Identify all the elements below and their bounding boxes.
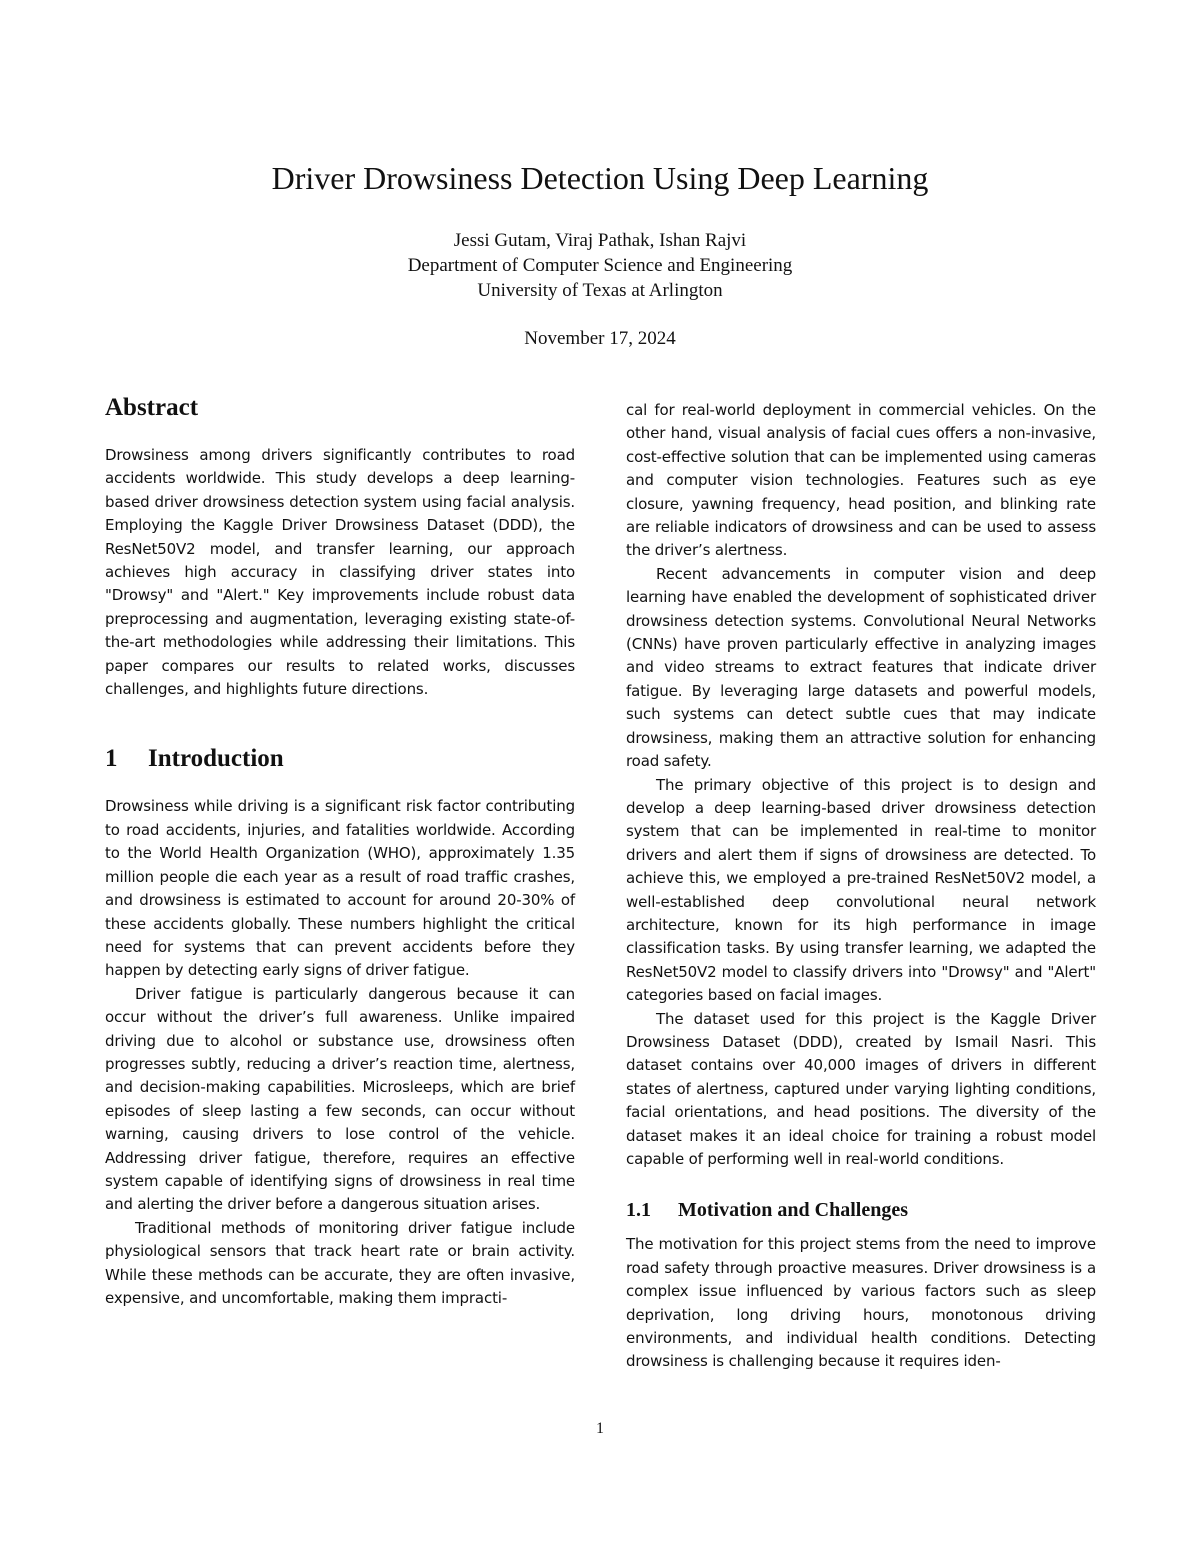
abstract-heading: Abstract [105,394,199,421]
intro-paragraph-4: Recent advancements in computer vision and deep learning have enabled the development of sophisticated driver drowsiness detection systems. Convolutional Neural Networks (CNNs) have proven particularly effective in analyzing images and video streams to extract features that indicate driver fatigue. By leveraging large datasets and powerful models, such systems can detect subtle cues that may indicate drowsiness, making them an attractive solution for enhancing road safety. [626,564,1096,771]
intro-paragraph-3-cont: cal for real-world deployment in commercial vehicles. On the other hand, visual analysis of facial cues offers a non-invasive, cost-effective solution that can be implemented using cameras and computer vision technologies. Features such as eye closure, yawning frequency, head position, and blinking rate are reliable indicators of drowsiness and can be used to assess the driver’s alertness. [626,401,1096,560]
author-university: University of Texas at Arlington [477,280,723,301]
author-block [0,228,1200,303]
introduction-heading [105,743,575,775]
intro-paragraph-5: The primary objective of this project is to design and develop a deep learning-based driver drowsiness detection system that can be implemented in real-time to monitor drivers and alert them if signs of drowsiness are detected. To achieve this, we employed a pre-trained ResNet50V2 model, a well-established deep convolutional neural network architecture, known for its high performance in image classification tasks. By using transfer learning, we adapted the ResNet50V2 model to classify drivers into "Drowsy" and "Alert" categories based on facial images. [626,775,1096,1005]
author-department: Department of Computer Science and Engineering [407,255,793,276]
author-names: Jessi Gutam, Viraj Pathak, Ishan Rajvi [453,230,747,251]
motivation-heading [626,1197,1096,1223]
subsection-title: Motivation and Challenges [678,1199,909,1222]
right-column [626,399,1096,1374]
intro-paragraph-2: Driver fatigue is particularly dangerous because it can occur without the driver’s full awareness. Unlike impaired driving due to alcohol or substance use, drowsiness often progresses subtly, reducing a driver’s reaction time, alertness, and decision-making capabilities. Microsleeps, which are brief episodes of sleep lasting a few seconds, can occur without warning, causing drivers to lose control of the vehicle. Addressing driver fatigue, therefore, requires an effective system capable of identifying signs of drowsiness in real time and alerting the driver before a dangerous situation arises. [105,984,575,1214]
publication-date: November 17, 2024 [524,328,676,349]
intro-paragraph-6: The dataset used for this project is the Kaggle Driver Drowsiness Dataset (DDD), created by Ismail Nasri. This dataset contains over 40,000 images of drivers in different states of alertness, captured under varying lighting conditions, facial orientations, and head positions. The diversity of the dataset makes it an ideal choice for training a robust model capable of performing well in real-world conditions. [626,1009,1096,1168]
paper-title: Driver Drowsiness Detection Using Deep Learning [271,160,929,196]
motivation-paragraph: The motivation for this project stems from the need to improve road safety through proactive measures. Driver drowsiness is a complex issue influenced by various factors such as sleep deprivation, long driving hours, monotonous driving environments, and individual health conditions. Detecting drowsiness is challenging because it requires iden- [626,1235,1096,1371]
intro-paragraph-1: Drowsiness while driving is a significant risk factor contributing to road accidents, injuries, and fatalities worldwide. According to the World Health Organization (WHO), approximately 1.35 million people die each year as a result of road traffic crashes, and drowsiness is estimated to account for around 20-30% of these accidents globally. These numbers highlight the critical need for systems that can prevent accidents before they happen by detecting early signs of driver fatigue. [105,797,575,980]
section-number: 1 [105,745,118,773]
page-number: 1 [596,1420,604,1437]
section-title: Introduction [148,745,284,773]
abstract-text: Drowsiness among drivers significantly contributes to road accidents worldwide. This study develops a deep learning-based driver drowsiness detection system using facial analysis. Employing the Kaggle Driver Drowsiness Dataset (DDD), the ResNet50V2 model, and transfer learning, our approach achieves high accuracy in classifying driver states into "Drowsy" and "Alert." Key improvements include robust data preprocessing and augmentation, leveraging existing state-of-the-art methodologies while addressing their limitations. This paper compares our results to related works, discusses challenges, and highlights future directions. [105,446,575,699]
intro-paragraph-3-start: Traditional methods of monitoring driver fatigue include physiological sensors that track heart rate or brain activity. While these methods can be accurate, they are often invasive, expensive, and uncomfortable, making them impracti- [105,1218,575,1307]
left-column [105,392,575,1310]
subsection-number: 1.1 [626,1199,651,1222]
